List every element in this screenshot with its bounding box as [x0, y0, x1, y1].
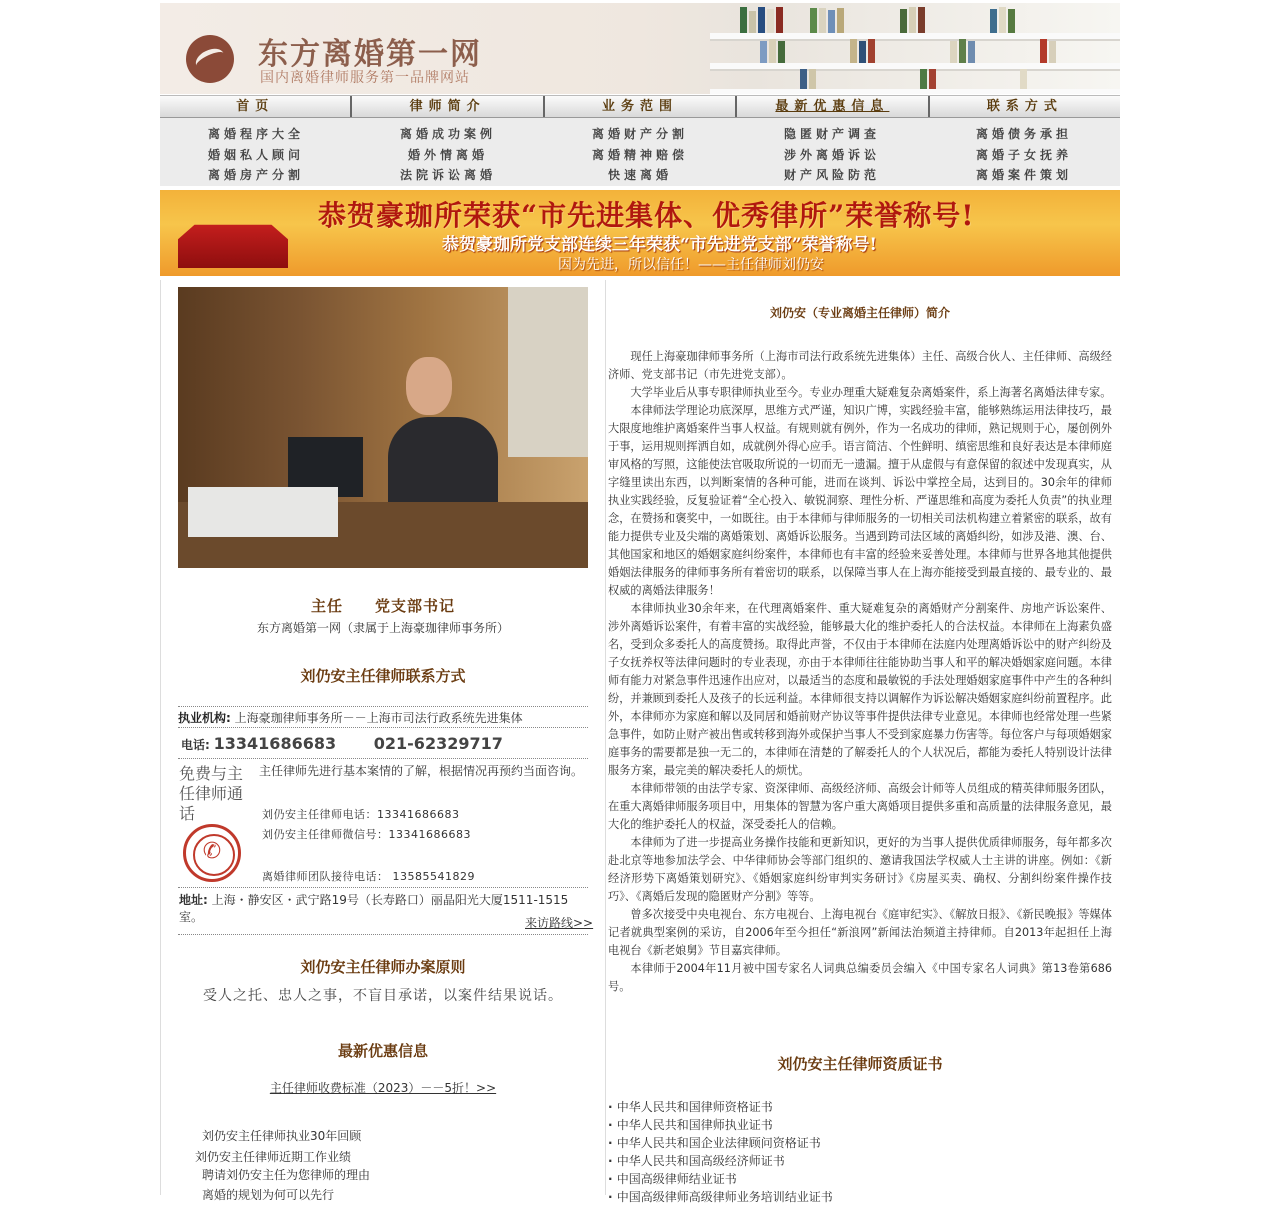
site-subtitle: 国内离婚律师服务第一品牌网站: [260, 70, 470, 86]
submenu-item[interactable]: 婚姻私人顾问: [207, 147, 304, 162]
left-column: [160, 280, 606, 1202]
intro-title: 刘仍安（专业离婚主任律师）简介: [769, 306, 950, 320]
tiananmen-gate-image: [178, 220, 288, 268]
right-column: [608, 280, 1112, 1204]
contact-section-title: 刘仍安主任律师联系方式: [300, 667, 466, 685]
nav-contact[interactable]: 联系方式: [986, 99, 1063, 114]
divider: [178, 887, 588, 888]
nav-latest-offers[interactable]: 最新优惠信息: [737, 96, 929, 117]
article-link[interactable]: 刘仍安主任律师近期工作业绩: [195, 1150, 352, 1164]
phone-call-icon[interactable]: ✆: [183, 824, 241, 882]
promo-subheadline: 恭贺豪珈所党支部连续三年荣获“市先进党支部”荣誉称号!: [442, 235, 878, 255]
submenu-item[interactable]: 离婚子女抚养: [975, 147, 1072, 162]
address-value: 上海・静安区・武宁路19号（长寿路口）丽晶阳光大厦1511-1515室。: [179, 893, 569, 924]
promo-tagline: 因为先进，所以信任！——主任律师刘仍安: [558, 257, 824, 273]
intro-paragraph: 本律师执业30余年来，在代理离婚案件、重大疑难复杂的离婚财产分割案件、房地产诉讼案件、涉外离婚诉讼案件，有着丰富的实战经验，能够最大化的维护委托人的合法权益。本律师在上海素负盛名，受到众多委托人的高度赞扬。取得此声誉，不仅由于本律师在法庭内处理离婚诉讼中的财产纠纷及子女抚养权等法律问题时的专业表现，亦由于本律师往往能协助当事人和平的解决婚姻家庭问题。本律师有能力对紧急事件迅速作出应对，以最适当的态度和最敏锐的手法处理婚姻家庭事件中产生的各种纠纷，并兼顾到委托人及孩子的长远利益。本律师很支持以调解作为诉讼解决婚姻家庭纠纷前置程序。此外，本律师亦为家庭和解以及同居和婚前财产协议等事件提供法律专业意见。本律师也经常处理一些紧急事件，如防止财产被出售或转移到海外或保护当事人不受到家庭暴力伤害等。每位客户与每项婚姻家庭事务的需要都是独一无二的，本律师在清楚的了解委托人的个人状况后，都能为委托人特别设计法律服务方案，最完美的解决委托人的烦忧。: [608, 602, 1112, 777]
page-wrapper: [160, 0, 1120, 1204]
submenu-item[interactable]: 涉外离婚诉讼: [783, 147, 880, 162]
header-banner: [160, 3, 1120, 94]
submenu-item[interactable]: 离婚房产分割: [207, 168, 304, 183]
submenu-item[interactable]: 离婚案件策划: [975, 168, 1072, 183]
divider: [178, 758, 588, 759]
submenu-item[interactable]: 婚外情离婚: [407, 147, 488, 162]
intro-paragraph: 本律师于2004年11月被中国专家名人词典总编委员会编入《中国专家名人词典》第13卷第686号。: [608, 962, 1112, 993]
certificate-item: · 中华人民共和国高级经济师证书: [608, 1152, 1112, 1170]
intro-paragraph: 本律师带领的由法学专家、资深律师、高级经济师、高级会计师等人员组成的精英律师服务团队，在重大离婚律师服务项目中，用集体的智慧为客户重大离婚项目提供多重和高质量的法律服务意见，最大化的维护委托人的权益，深受委托人的信赖。: [608, 782, 1112, 831]
certificate-list: [608, 1098, 1112, 1206]
visit-route-link[interactable]: 来访路线>>: [525, 916, 594, 930]
principle-text: 受人之托、忠人之事，不盲目承诺，以案件结果说话。: [203, 988, 563, 1004]
org-label: 执业机构:: [178, 711, 231, 725]
org-value: 上海豪珈律师事务所－－上海市司法行政系统先进集体: [230, 711, 523, 725]
submenu-item[interactable]: 隐匿财产调查: [783, 127, 880, 141]
lawyer-phone-line: 刘仍安主任律师电话：13341686683: [262, 808, 460, 821]
divider: [178, 706, 588, 707]
certificate-item: · 中华人民共和国企业法律顾问资格证书: [608, 1134, 1112, 1152]
offers-section-title: 最新优惠信息: [337, 1042, 428, 1060]
nav-business-scope[interactable]: 业务范围: [545, 96, 737, 117]
lawyer-role: 主任 党支部书记: [310, 597, 455, 615]
free-call-label: 免费与主任律师通话: [179, 764, 244, 823]
address-label: 地址:: [179, 893, 208, 907]
promo-headline: 恭贺豪珈所荣获“市先进集体、优秀律所”荣誉称号!: [318, 199, 975, 232]
firm-note: 东方离婚第一网（隶属于上海豪珈律师事务所）: [256, 621, 509, 635]
certificate-item: · 中华人民共和国律师资格证书: [608, 1098, 1112, 1116]
divider: [178, 934, 588, 935]
submenu-item[interactable]: 法院诉讼离婚: [399, 168, 496, 183]
landline-number[interactable]: 021-62329717: [373, 734, 503, 753]
principle-section-title: 刘仍安主任律师办案原则: [300, 958, 466, 976]
site-logo-icon[interactable]: [186, 35, 234, 83]
article-link[interactable]: 刘仍安主任律师执业30年回顾: [202, 1129, 362, 1143]
lawyer-wechat-line: 刘仍安主任律师微信号：13341686683: [262, 828, 471, 841]
lawyer-photo: [178, 287, 588, 568]
free-call-description: 主任律师先进行基本案情的了解，根据情况再预约当面咨询。: [259, 764, 584, 778]
nav-lawyer-intro[interactable]: 律师简介: [352, 96, 544, 117]
intro-paragraph: 现任上海豪珈律师事务所（上海市司法行政系统先进集体）主任、高级合伙人、主任律师、高级经济师、党支部书记（市先进党支部）。: [608, 350, 1112, 381]
practice-org-row: [178, 709, 588, 726]
service-submenu: [160, 118, 1120, 186]
phone-row: [181, 734, 591, 753]
intro-paragraph: 曾多次接受中央电视台、东方电视台、上海电视台《庭审纪实》、《解放日报》、《新民晚报》等媒体记者就典型案例的采访，自2006年至今担任“新浪网”新闻法治频道主持律师。自2013年起担任上海电视台《新老娘舅》节目嘉宾律师。: [608, 908, 1112, 957]
intro-paragraph: 大学毕业后从事专职律师执业至今。专业办理重大疑难复杂离婚案件，系上海著名离婚法律专家。: [630, 386, 1112, 399]
submenu-item[interactable]: 离婚财产分割: [591, 127, 688, 141]
fee-standard-link[interactable]: 主任律师收费标准（2023）－－5折！>>: [269, 1081, 497, 1095]
intro-paragraph: 本律师法学理论功底深厚，思维方式严谨，知识广博，实践经验丰富，能够熟练运用法律技巧，最大限度地维护离婚案件当事人权益。有规则就有例外，作为一名成功的律师，熟记规则于心，屡创例外于事，运用规则挥洒自如，成就例外得心应手。语言简洁、个性鲜明、缜密思维和良好表达是本律师庭审风格的写照，这能使法官吸取所说的一切而无一遗漏。擅于从虚假与有意保留的叙述中发现真实，从字缝里读出东西，以判断案情的各种可能，进而在谈判、诉讼中掌控全局，达到目的。30余年的律师执业实践经验，反复验证着“全心投入、敏锐洞察、理性分析、严谨思维和高度为委托人负责”的执业理念，在赞扬和褒奖中，一如既往。由于本律师与律师服务的一切相关司法机构建立着紧密的联系，故有能力提供专业及尖端的离婚策划、离婚诉讼服务。当遇到跨司法区域的离婚纠纷，如涉及港、澳、台、其他国家和地区的婚姻家庭纠纷案件，本律师也有丰富的经验来妥善处理。本律师与世界各地其他提供婚姻法律服务的律师事务所有着密切的联系，以保障当事人在上海亦能接受到最直接的、最专业的、最权威的离婚法律服务！: [608, 404, 1112, 597]
bookshelf-image: [700, 3, 1120, 94]
promo-banner[interactable]: [160, 190, 1120, 276]
submenu-item[interactable]: 离婚精神赔偿: [591, 147, 688, 162]
divider: [178, 727, 588, 728]
submenu-item[interactable]: 离婚成功案例: [399, 127, 496, 141]
certificate-item: · 中华人民共和国律师执业证书: [608, 1116, 1112, 1134]
nav-home[interactable]: 首页: [160, 96, 352, 117]
certificate-item: · 中国高级律师高级律师业务培训结业证书: [608, 1188, 1112, 1206]
main-nav: [160, 95, 1120, 118]
submenu-item[interactable]: 离婚程序大全: [207, 127, 304, 141]
submenu-item[interactable]: 快速离婚: [607, 168, 672, 183]
intro-body: [608, 348, 1112, 996]
phone-label: 电话:: [181, 738, 210, 752]
certificate-item: · 中国高级律师结业证书: [608, 1170, 1112, 1188]
submenu-item[interactable]: 财产风险防范: [783, 168, 880, 183]
article-link[interactable]: 聘请刘仍安主任为您律师的理由: [202, 1168, 371, 1182]
submenu-item[interactable]: 离婚债务承担: [975, 127, 1072, 141]
article-link[interactable]: 离婚的规划为何可以先行: [202, 1188, 335, 1202]
intro-paragraph: 本律师为了进一步提高业务操作技能和更新知识，更好的为当事人提供优质律师服务，每年都多次赴北京等地参加法学会、中华律师协会等部门组织的、邀请我国法学权威人士主讲的讲座。例如：《新经济形势下离婚策划研究》、《婚姻家庭纠纷审判实务研讨》《房屋买卖、确权、分割纠纷案件操作技巧》、《离婚后发现的隐匿财产分割》等等。: [608, 836, 1112, 903]
certificates-title: 刘仍安主任律师资质证书: [777, 1055, 943, 1073]
team-phone-line: 离婚律师团队接待电话： 13585541829: [262, 870, 475, 883]
mobile-number[interactable]: 13341686683: [213, 734, 337, 753]
site-title[interactable]: 东方离婚第一网: [258, 37, 482, 72]
